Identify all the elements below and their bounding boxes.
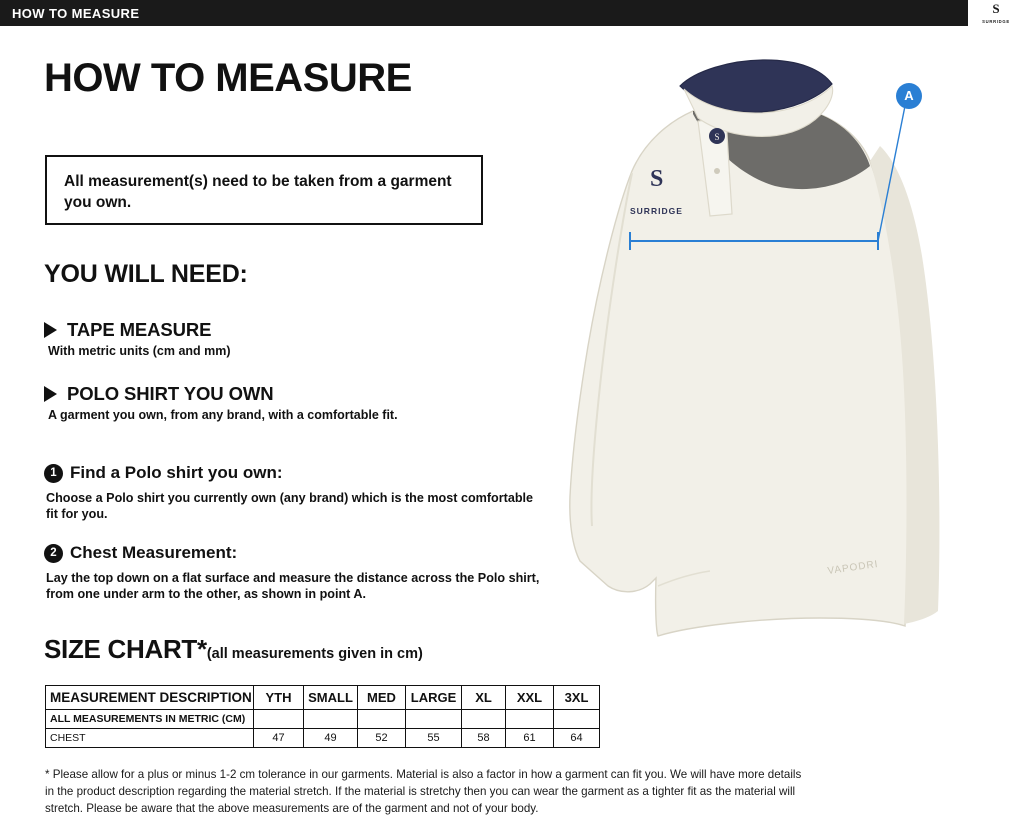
- table-cell: 52: [358, 729, 406, 748]
- table-header-row: [46, 686, 600, 710]
- table-cell: [254, 710, 304, 729]
- step-title: Chest Measurement:: [70, 543, 238, 562]
- table-cell: [406, 710, 462, 729]
- table-header-cell: XXL: [506, 686, 554, 710]
- top-bar: [0, 0, 1024, 26]
- size-chart-table: [45, 685, 600, 748]
- collar-logo-text: S: [714, 132, 720, 142]
- table-row: [46, 729, 600, 748]
- table-header-cell: 3XL: [554, 686, 600, 710]
- brand-logo-mark: S: [992, 1, 1000, 16]
- need-item-subtitle: A garment you own, from any brand, with a comfortable fit.: [48, 408, 398, 422]
- brand-logo: [968, 0, 1024, 26]
- table-row-label: CHEST: [46, 729, 254, 748]
- page-title: HOW TO MEASURE: [44, 56, 412, 100]
- step-body: Choose a Polo shirt you currently own (any brand) which is the most comfortable fit for you.: [46, 491, 534, 522]
- table-cell: [358, 710, 406, 729]
- table-cell: 61: [506, 729, 554, 748]
- shirt-body: [570, 111, 908, 636]
- table-header-cell: MED: [358, 686, 406, 710]
- table-cell: [304, 710, 358, 729]
- garment-illustration: [560, 26, 1024, 726]
- triangle-bullet-icon: [44, 322, 57, 338]
- table-header-cell: SMALL: [304, 686, 358, 710]
- table-row: [46, 710, 600, 729]
- notice-text: All measurement(s) need to be taken from a garment you own.: [64, 173, 452, 211]
- table-cell: 47: [254, 729, 304, 748]
- need-item-title: TAPE MEASURE: [67, 319, 212, 340]
- table-cell: 64: [554, 729, 600, 748]
- footnote-text: * Please allow for a plus or minus 1-2 cm tolerance in our garments. Material is also a factor in how a garment can fit you. We will have more details in the product description regarding the material stretch. If the material is stretchy then you can wear the garment as a tighter fit as the material will stretch. Please be aware that the above measurements are of the garment and not of your body.: [45, 768, 802, 815]
- step-body: Lay the top down on a flat surface and measure the distance across the Polo shirt, from one under arm to the other, as shown in point A.: [46, 571, 540, 602]
- you-will-need-heading: YOU WILL NEED:: [44, 260, 248, 288]
- size-chart-heading-note: (all measurements given in cm): [206, 646, 423, 662]
- step-number-badge: 1: [44, 464, 63, 483]
- size-chart-heading-main: SIZE CHART*: [44, 634, 207, 664]
- hem-brand-text: VAPODRI: [826, 558, 880, 577]
- table-header-cell: YTH: [254, 686, 304, 710]
- table-cell: 49: [304, 729, 358, 748]
- polo-shirt-graphic: [560, 26, 1024, 726]
- triangle-bullet-icon: [44, 386, 57, 402]
- placket-button: [714, 168, 720, 174]
- chest-logo-name: SURRIDGE: [630, 206, 683, 216]
- table-header-cell: MEASUREMENT DESCRIPTION: [46, 686, 254, 710]
- table-header-cell: XL: [462, 686, 506, 710]
- chest-logo-mark: S: [650, 166, 664, 192]
- table-row-label: ALL MEASUREMENTS IN METRIC (CM): [46, 710, 254, 729]
- step-title: Find a Polo shirt you own:: [70, 463, 283, 482]
- notice-box: [45, 155, 483, 225]
- table-cell: [462, 710, 506, 729]
- size-chart-table-wrapper: [45, 685, 599, 748]
- need-item-title: POLO SHIRT YOU OWN: [67, 383, 274, 404]
- table-header-cell: LARGE: [406, 686, 462, 710]
- brand-logo-name: SURRIDGE: [982, 19, 1010, 24]
- table-cell: 58: [462, 729, 506, 748]
- need-item-subtitle: With metric units (cm and mm): [48, 344, 231, 358]
- size-chart-heading: [44, 634, 423, 665]
- top-bar-title: HOW TO MEASURE: [12, 6, 140, 21]
- table-cell: [506, 710, 554, 729]
- callout-badge-a: A: [896, 83, 922, 109]
- step-number-badge: 2: [44, 544, 63, 563]
- table-cell: 55: [406, 729, 462, 748]
